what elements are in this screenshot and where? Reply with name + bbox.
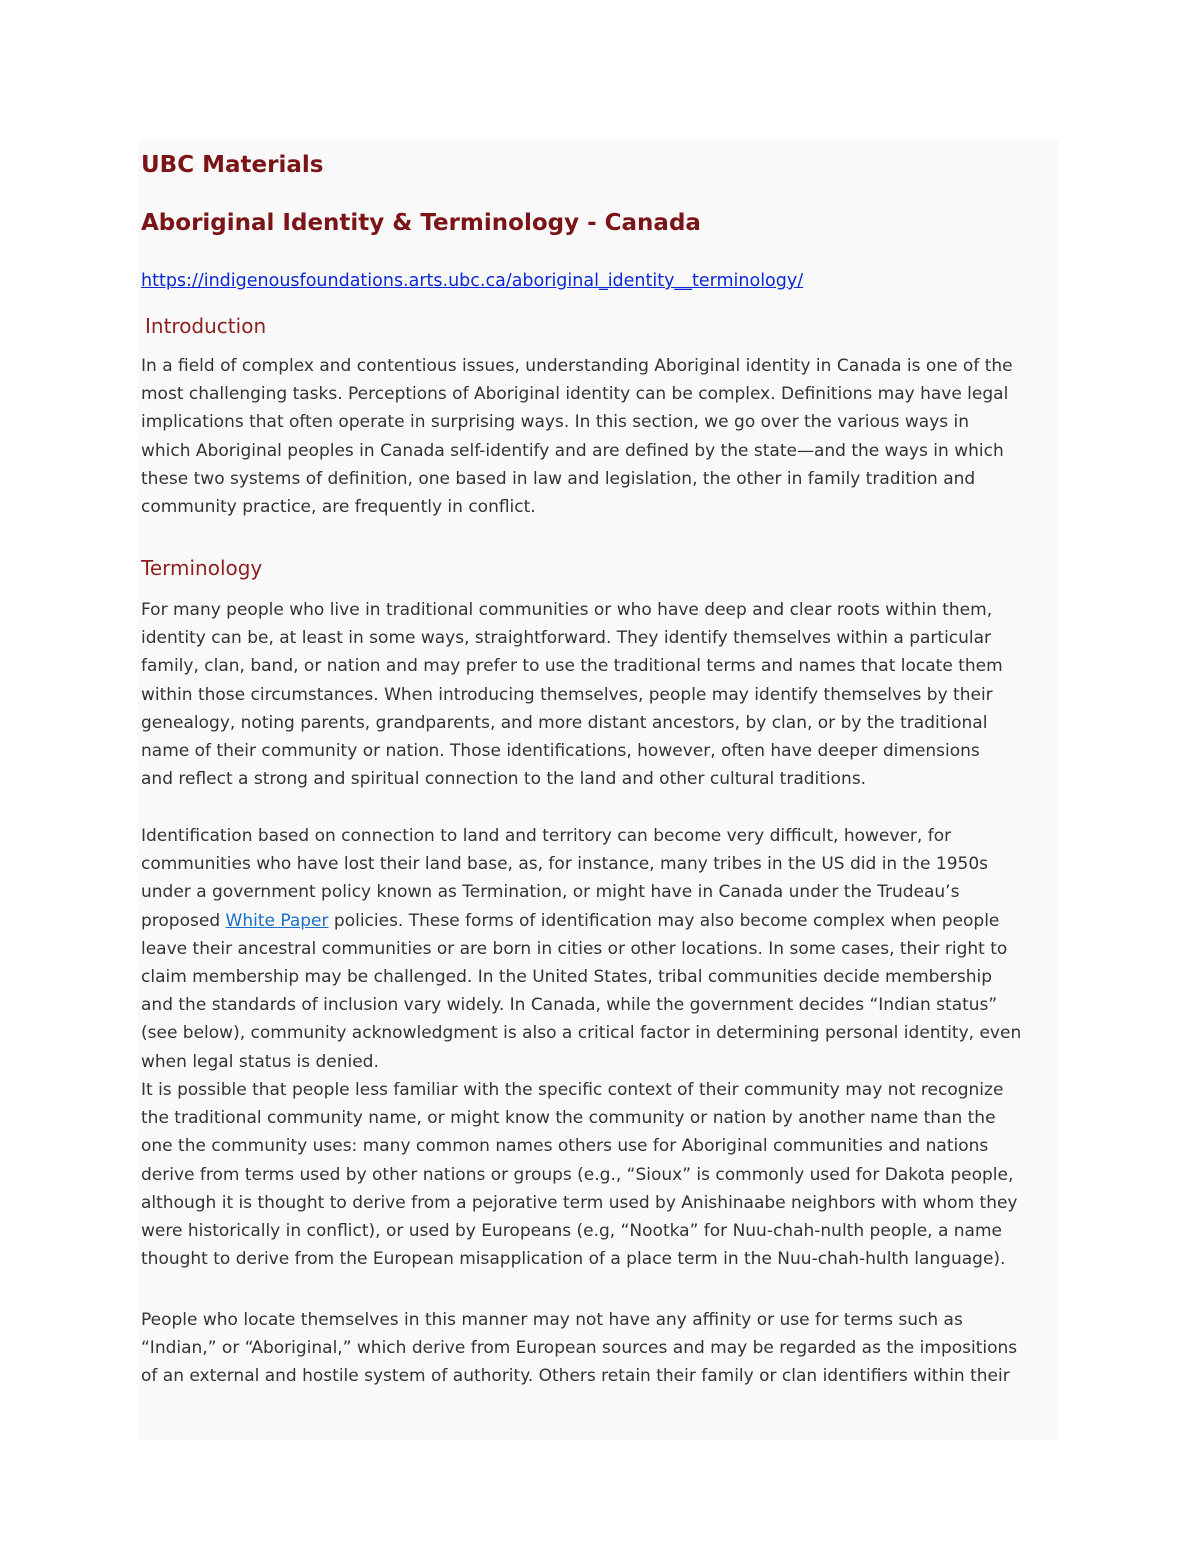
terminology-heading: Terminology: [141, 556, 263, 580]
article-title: Aboriginal Identity & Terminology - Canada: [141, 210, 701, 236]
text-line: although it is thought to derive from a pejorative term used by Anishinaabe neighbors with whom they: [141, 1192, 1018, 1213]
source-url-link[interactable]: https://indigenousfoundations.arts.ubc.ca/aboriginal_identity__terminology/: [141, 271, 804, 291]
text-line: It is possible that people less familiar with the specific context of their community may not recognize: [141, 1080, 1004, 1100]
introduction-heading: Introduction: [145, 314, 267, 338]
terminology-paragraph-1: [141, 596, 1058, 793]
text-line: claim membership may be challenged. In the United States, tribal communities decide membership: [141, 967, 993, 988]
text-line: For many people who live in traditional communities or who have deep and clear roots within them,: [141, 600, 993, 620]
white-paper-link[interactable]: White Paper: [225, 910, 329, 931]
introduction-paragraph: [141, 352, 1058, 521]
document-panel: [138, 140, 1058, 1440]
text-line: In a field of complex and contentious issues, understanding Aboriginal identity in Canada is one of the: [141, 356, 1013, 376]
text-line: implications that often operate in surprising ways. In this section, we go over the various ways in: [141, 412, 970, 433]
text-line: which Aboriginal peoples in Canada self-identify and are defined by the state—and the ways in which: [141, 440, 1004, 461]
terminology-paragraph-2: [141, 822, 1058, 1076]
text-line: Identification based on connection to land and territory can become very difficult, however, for: [141, 826, 952, 846]
text-line: leave their ancestral communities or are born in cities or other locations. In some cases, their right to: [141, 938, 1008, 959]
text-line: of an external and hostile system of authority. Others retain their family or clan identifiers within their: [141, 1366, 1010, 1387]
text-line: thought to derive from the European misapplication of a place term in the Nuu-chah-hulth language).: [141, 1249, 1006, 1270]
text-fragment: policies. These forms of identification may also become complex when people: [328, 910, 1000, 931]
text-line: were historically in conflict), or used by Europeans (e.g, “Nootka” for Nuu-chah-nulth people, a name: [141, 1221, 1002, 1242]
text-line: [141, 907, 1058, 935]
document-title: UBC Materials: [141, 152, 324, 178]
text-line: identity can be, at least in some ways, straightforward. They identify themselves within a particular: [141, 628, 992, 649]
terminology-paragraph-3: [141, 1076, 1058, 1273]
text-line: “Indian,” or “Aboriginal,” which derive from European sources and may be regarded as the impositions: [141, 1338, 1018, 1359]
text-line: these two systems of definition, one based in law and legislation, the other in family tradition and: [141, 468, 976, 489]
text-line: and the standards of inclusion vary widely. In Canada, while the government decides “Indian status”: [141, 995, 998, 1016]
text-line: derive from terms used by other nations or groups (e.g., “Sioux” is commonly used for Dakota people,: [141, 1164, 1014, 1185]
text-line: People who locate themselves in this manner may not have any affinity or use for terms such as: [141, 1310, 963, 1330]
text-line: and reflect a strong and spiritual connection to the land and other cultural traditions.: [141, 769, 867, 790]
text-line: one the community uses: many common names others use for Aboriginal communities and nations: [141, 1136, 989, 1157]
text-line: name of their community or nation. Those identifications, however, often have deeper dimensions: [141, 741, 980, 762]
text-line: within those circumstances. When introducing themselves, people may identify themselves by their: [141, 684, 993, 705]
text-fragment: proposed: [141, 910, 226, 931]
text-line: the traditional community name, or might know the community or nation by another name than the: [141, 1108, 996, 1129]
terminology-paragraph-4: [141, 1306, 1058, 1391]
text-line: family, clan, band, or nation and may prefer to use the traditional terms and names that locate them: [141, 656, 1003, 677]
text-line: when legal status is denied.: [141, 1051, 379, 1072]
text-line: genealogy, noting parents, grandparents, and more distant ancestors, by clan, or by the traditional: [141, 712, 988, 733]
text-line: most challenging tasks. Perceptions of Aboriginal identity can be complex. Definitions may have legal: [141, 384, 1009, 405]
text-line: community practice, are frequently in conflict.: [141, 497, 536, 518]
text-line: communities who have lost their land base, as, for instance, many tribes in the US did in the 1950s: [141, 854, 989, 875]
text-line: (see below), community acknowledgment is also a critical factor in determining personal identity, even: [141, 1023, 1022, 1044]
text-line: under a government policy known as Termination, or might have in Canada under the Trudeau’s: [141, 882, 960, 903]
